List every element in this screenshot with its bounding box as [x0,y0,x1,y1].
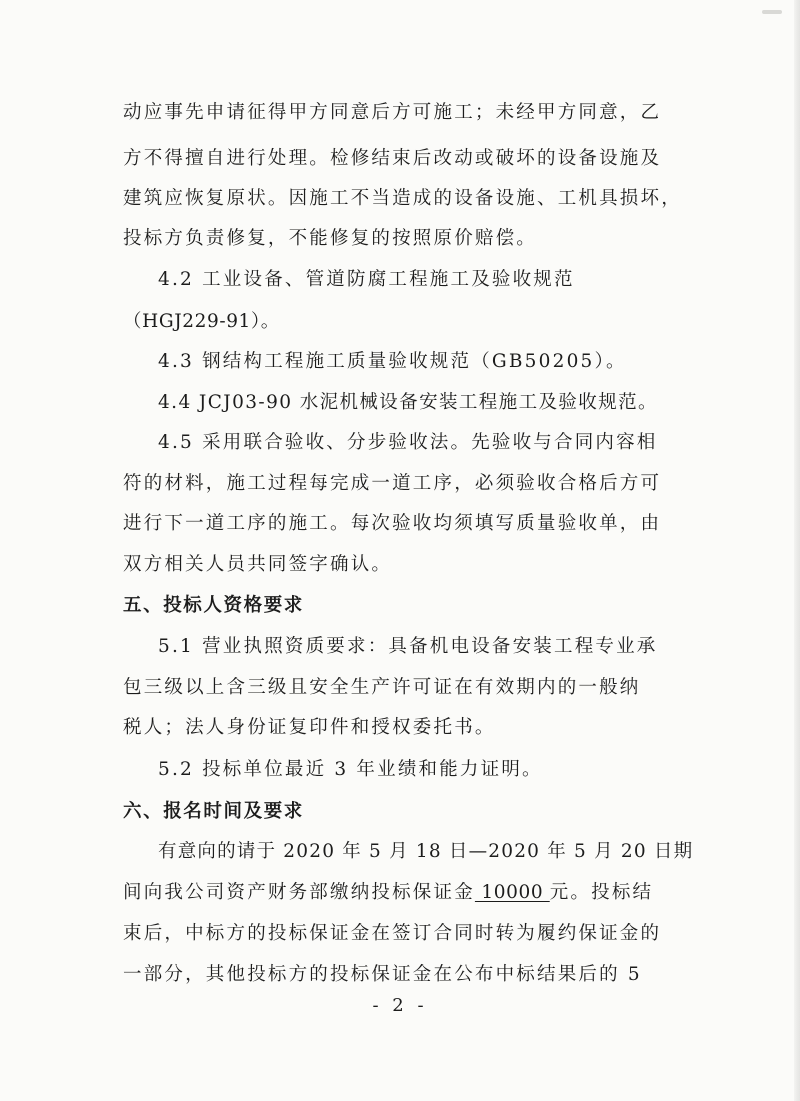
registration-line: 束后，中标方的投标保证金在签订合同时转为履约保证金的 [123,923,662,944]
deposit-amount: 10000 [474,882,550,903]
paragraph-line: 方不得擅自进行处理。检修结束后改动或破坏的设备设施及 [123,148,662,169]
clause-4-5-line: 进行下一道工序的施工。每次验收均须填写质量验收单，由 [123,513,662,534]
section-heading-6: 六、报名时间及要求 [123,801,304,822]
paragraph-line: 投标方负责修复，不能修复的按照原价赔偿。 [123,228,538,249]
clause-5-1-line: 5.1 营业执照资质要求：具备机电设备安装工程专业承 [158,636,658,657]
clause-4-2-line: 4.2 工业设备、管道防腐工程施工及验收规范 [158,269,575,290]
clause-4-5-line: 4.5 采用联合验收、分步验收法。先验收与合同内容相 [158,432,658,453]
clause-4-4-line: 4.4 JCJ03-90 水泥机械设备安装工程施工及验收规范。 [158,392,658,413]
registration-line: 有意向的请于 2020 年 5 月 18 日—2020 年 5 月 20 日期 [158,841,694,862]
scan-edge-shadow [794,0,800,1101]
section-heading-5: 五、投标人资格要求 [123,595,304,616]
clause-4-5-line: 符的材料，施工过程每完成一道工序，必须验收合格后方可 [123,473,662,494]
clause-5-2-line: 5.2 投标单位最近 3 年业绩和能力证明。 [158,759,543,780]
registration-line: 一部分，其他投标方的投标保证金在公布中标结果后的 5 [123,964,642,985]
registration-text: 元。投标结 [549,882,654,903]
registration-text: 间向我公司资产财务部缴纳投标保证金 [123,882,475,903]
clause-4-2-line: （HGJ229-91）。 [123,311,280,332]
clause-4-3-line: 4.3 钢结构工程施工质量验收规范（GB50205）。 [158,351,627,372]
paragraph-line: 动应事先申请征得甲方同意后方可施工；未经甲方同意，乙 [123,102,662,123]
clause-4-5-line: 双方相关人员共同签字确认。 [123,554,393,575]
paragraph-line: 建筑应恢复原状。因施工不当造成的设备设施、工机具损坏， [123,188,682,209]
clause-5-1-line: 税人；法人身份证复印件和授权委托书。 [123,717,496,738]
clause-5-1-line: 包三级以上含三级且安全生产许可证在有效期内的一般纳 [123,677,641,698]
scan-mark [762,10,782,14]
page-number: - 2 - [372,995,428,1016]
registration-line [123,881,653,905]
